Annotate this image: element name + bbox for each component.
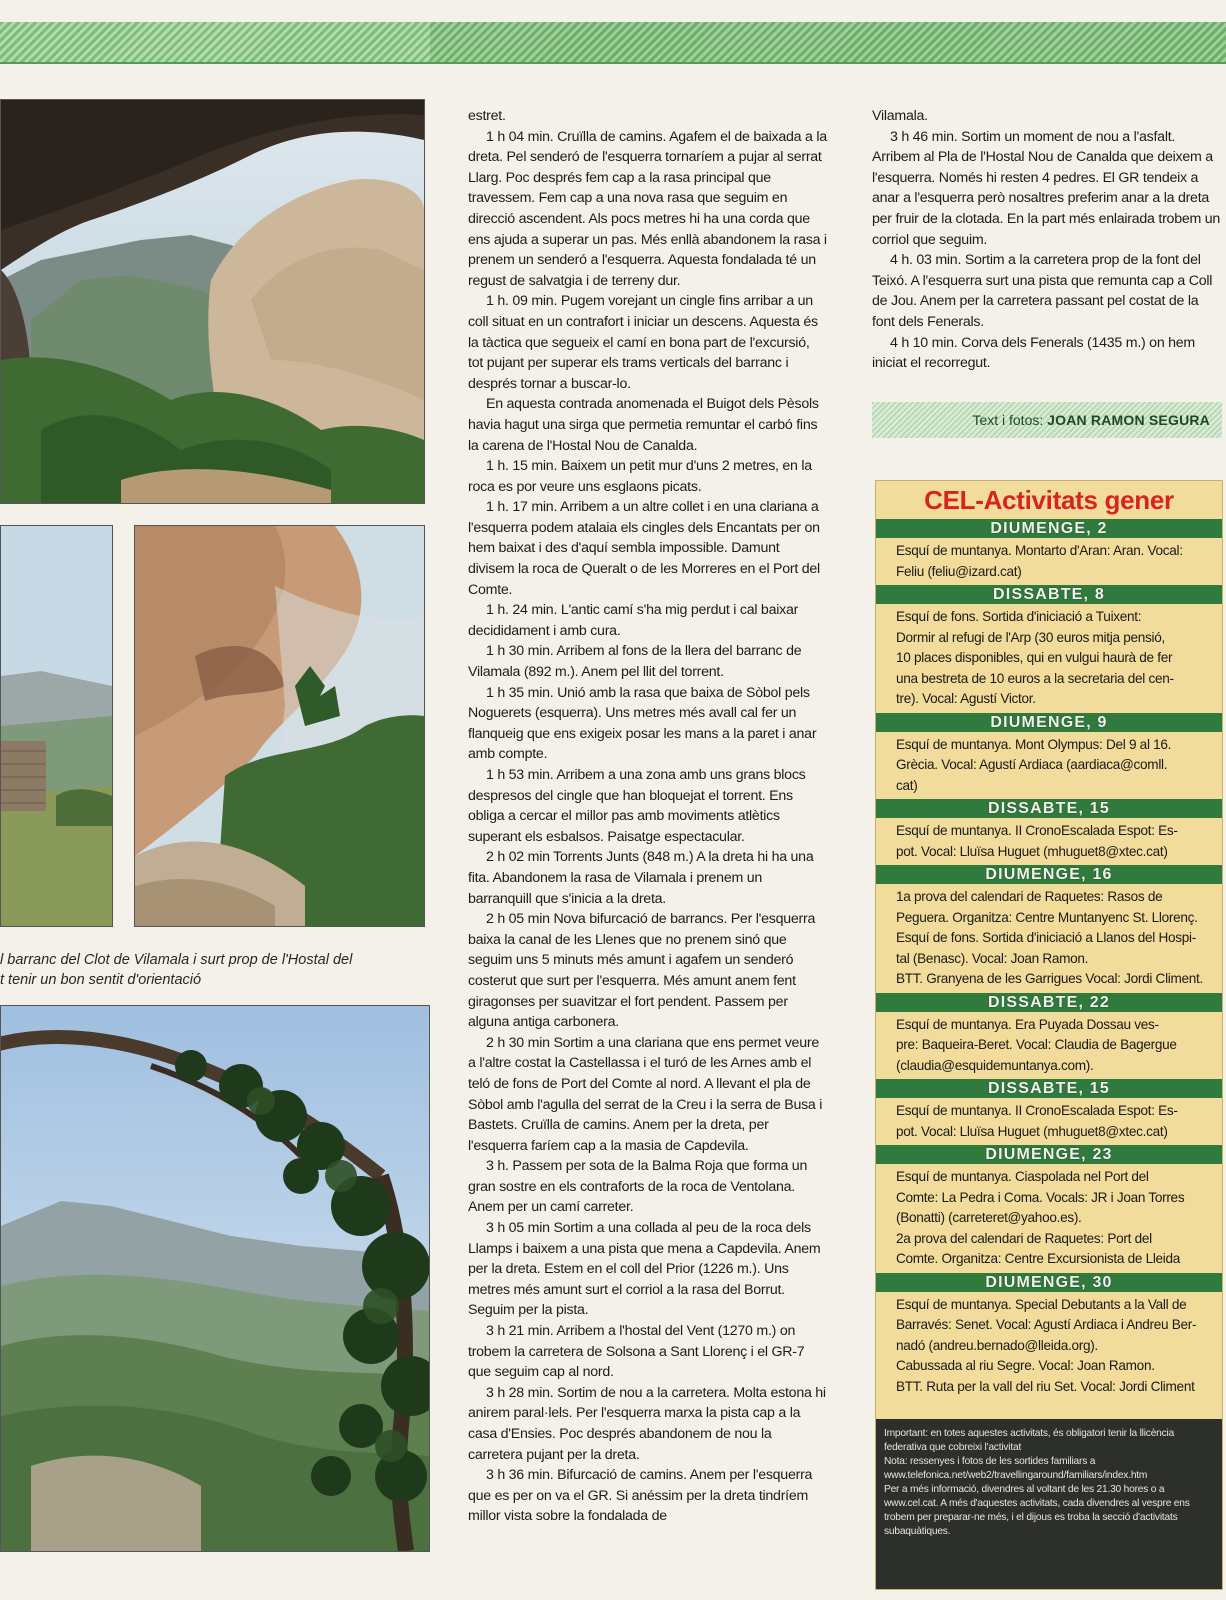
day-header: DIUMENGE, 23 — [876, 1145, 1222, 1164]
entry-line: BTT. Granyena de les Garrigues Vocal: Jordi Climent. — [896, 971, 1204, 986]
day-header: DISSABTE, 15 — [876, 1079, 1222, 1098]
entry-line: Esquí de muntanya. II CronoEscalada Espot: Es- — [896, 1103, 1178, 1118]
entry-line: Esquí de muntanya. II CronoEscalada Espot: Es- — [896, 823, 1178, 838]
entry-line: Esquí de muntanya. Era Puyada Dossau ves- — [896, 1016, 1159, 1032]
photo-cave-overhang — [0, 99, 425, 504]
credit-prefix: Text i fotos: — [972, 412, 1044, 428]
photo-caption — [0, 950, 430, 990]
article-paragraph: 1 h 04 min. Cruïlla de camins. Agafem el de baixada a la dreta. Pel senderó de l'esquerra tornaríem a pujar al serrat Llarg. Poc després fem cap a la rasa principal que travessem. Fem cap a una nova rasa que seguim en direcció ascendent. Als pocs metres hi ha una corda que ens ajuda a superar un pas. Més enllà abandonem la rasa i prenem un senderó a l'esquerra. Aquesta fondalada té un regust de salvatgia i de terreny dur. — [468, 128, 827, 289]
entry-line: 2a prova del calendari de Raquetes: Port del — [896, 1230, 1152, 1246]
article-paragraph: 3 h 05 min Sortim a una collada al peu de la roca dels Llamps i baixem a una pista que mena a Capdevila. Anem per la dreta. Estem en el coll del Prior (1226 m.). Uns metres més amunt surt el corriol a la rasa del Borrut. Seguim per la pista. — [468, 1220, 821, 1319]
article-paragraph: 1 h. 15 min. Baixem un petit mur d'uns 2 metres, en la roca es por veure uns esglaons picats. — [468, 458, 812, 495]
day-entry — [876, 1164, 1222, 1273]
photo-stone-hut — [0, 525, 113, 927]
article-body — [468, 106, 828, 1527]
article-continuation — [872, 106, 1222, 374]
article-paragraph: 1 h 35 min. Unió amb la rasa que baixa de Sòbol pels Noguerets (esquerra). Uns metres més avall cal fer un flanqueig que ens exigeix posar les mans a la paret i anar amb compte. — [468, 684, 817, 763]
day-entry — [876, 1098, 1222, 1145]
article-paragraph: 3 h 28 min. Sortim de nou a la carretera. Molta estona hi anirem paral·lels. Per l'esquerra marxa la pista cap a la casa d'Ensies. Poc després abandonem de nou la carretera pujant per la dreta. — [468, 1384, 826, 1463]
entry-line: una bestreta de 10 euros a la secretaria del cen- — [896, 670, 1174, 686]
entry-line: Feliu (feliu@izard.cat) — [896, 563, 1022, 579]
article-paragraph: 3 h 36 min. Bifurcació de camins. Anem per l'esquerra que es per on va el GR. Si anéssim per la dreta tindríem millor vista sobre la fondalada de — [468, 1467, 813, 1525]
day-entry — [876, 884, 1222, 993]
day-entry — [876, 1292, 1222, 1401]
entry-line: Esquí de muntanya. Mont Olympus: Del 9 al 16. — [896, 736, 1172, 752]
author-credit — [872, 402, 1222, 438]
article-paragraph: estret. — [468, 108, 506, 124]
article-paragraph: 1 h. 24 min. L'antic camí s'ha mig perdut i cal baixar decididament i amb cura. — [468, 602, 799, 639]
day-header: DIUMENGE, 9 — [876, 713, 1222, 732]
note-link: Nota: ressenyes i fotos de les sortides familiars a www.telefonica.net/web2/travellingaround/familiars/index.htm — [884, 1456, 1148, 1481]
article-paragraph: 4 h 10 min. Corva dels Fenerals (1435 m.) on hem iniciat el recorregut. — [872, 334, 1196, 372]
article-paragraph: 3 h 46 min. Sortim un moment de nou a l'asfalt. Arribem al Pla de l'Hostal Nou de Canalda que deixem a l'esquerra. Només hi resten 4 pedres. El GR tendeix a anar a l'esquerra però nosaltres preferim anar a la dreta per fruir de la clotada. En la part més enlairada trobem un corriol que seguim. — [872, 128, 1221, 248]
entry-line: Esquí de fons. Sortida d'iniciació a Llanos del Hospi- — [896, 930, 1196, 945]
article-paragraph: 3 h 21 min. Arribem a l'hostal del Vent (1270 m.) on trobem la carretera de Solsona a Sant Llorenç i el GR-7 que seguim cap al nord. — [468, 1323, 805, 1381]
article-paragraph: 2 h 30 min Sortim a una clariana que ens permet veure a l'altre costat la Castellassa i el turó de les Arnes amb el teló de fons de Port del Comte al nord. A llevant el pla de Sòbol amb l'agulla del serrat de la Creu i la serra de Busa i Bastets. Cruïlla de camins. Anem per la dreta, per l'esquerra faríem cap a la masia de Capdevila. — [468, 1034, 823, 1154]
entry-line: Dormir al refugi de l'Arp (30 euros mitja pensió, — [896, 629, 1165, 645]
note-info: Per a més informació, divendres al voltant de les 21.30 hores o a www.cel.cat. A més d'aquestes activitats, cada divendres al vespre ens trobem per preparar-ne més, i el dijous es troba la secció d'activitats subaquàtiques. — [884, 1484, 1190, 1537]
photo-pine-landscape — [0, 1005, 430, 1552]
activities-notes — [876, 1419, 1222, 1589]
entry-line: pot. Vocal: Lluïsa Huguet (mhuguet8@xtec.cat) — [896, 843, 1168, 859]
entry-line: tre). Vocal: Agustí Victor. — [896, 691, 1036, 706]
entry-line: Esquí de muntanya. Montarto d'Aran: Aran. Vocal: — [896, 543, 1183, 558]
day-header: DISSABTE, 22 — [876, 993, 1222, 1012]
note-important: Important: en totes aquestes activitats, és obligatori tenir la llicència federativa que cobreixi l'activitat — [884, 1428, 1175, 1453]
entry-line: Esquí de fons. Sortida d'iniciació a Tuixent: — [896, 609, 1142, 624]
entry-line: BTT. Ruta per la vall del riu Set. Vocal: Jordi Climent — [896, 1378, 1195, 1394]
article-paragraph: 3 h. Passem per sota de la Balma Roja que forma un gran sostre en els contraforts de la roca de Ventolana. Anem per un camí carreter. — [468, 1158, 808, 1216]
caption-line-2: t tenir un bon sentit d'orientació — [0, 972, 202, 988]
day-entry — [876, 818, 1222, 865]
article-paragraph: 2 h 05 min Nova bifurcació de barrancs. Per l'esquerra baixa la canal de les Llenes que no prenem sinó que seguim uns 5 minuts més amunt i agafem un senderó costerut que surt per l'esquerra. Més amunt anem fent giragonses per suavitzar el fort pendent. Passem per alguna antiga carbonera. — [468, 911, 816, 1031]
entry-line: 10 places disponibles, qui en vulgui haurà de fer — [896, 650, 1173, 665]
photo-rock-overhang — [134, 525, 425, 927]
entry-line: Cabussada al riu Segre. Vocal: Joan Ramon. — [896, 1358, 1155, 1373]
entry-line: (claudia@esquidemuntanya.com). — [896, 1057, 1094, 1073]
article-paragraph: En aquesta contrada anomenada el Buigot dels Pèsols havia hagut una sirga que permetia remuntar el carbó fins la carena de l'Hostal Nou de Canalda. — [468, 396, 819, 454]
caption-line-1: l barranc del Clot de Vilamala i surt prop de l'Hostal del — [0, 952, 353, 968]
article-paragraph: 1 h. 09 min. Pugem vorejant un cingle fins arribar a un coll situat en un contrafort i iniciar un descens. Aquesta és la tàctica que segueix el camí en bona part de l'excursió, tot pujant per superar els trams verticals del barranc i després tornar a buscar-lo. — [468, 293, 818, 392]
activities-box — [875, 480, 1223, 1590]
entry-line: tal (Benasc). Vocal: Joan Ramon. — [896, 950, 1089, 966]
activities-list — [876, 519, 1222, 1400]
day-header: DIUMENGE, 16 — [876, 865, 1222, 884]
header-stripe — [0, 22, 1226, 64]
credit-name: JOAN RAMON SEGURA — [1047, 412, 1210, 428]
entry-line: cat) — [896, 777, 918, 793]
day-header: DISSABTE, 8 — [876, 585, 1222, 604]
article-paragraph: 1 h 53 min. Arribem a una zona amb uns grans blocs despresos del cingle que han bloquejat el torrent. Ens obliga a cercar el millor pas amb moviments atlètics superant els esbalsos. Paisatge espectacular. — [468, 767, 806, 845]
entry-line: Peguera. Organitza: Centre Muntanyenc St. Llorenç. — [896, 909, 1198, 925]
article-paragraph: 4 h. 03 min. Sortim a la carretera prop de la font del Teixó. A l'esquerra surt una pista que remunta cap a Coll de Jou. Anem per la carretera passant pel costat de la font dels Fenerals. — [872, 252, 1213, 330]
entry-line: Comte. Organitza: Centre Excursionista de Lleida — [896, 1251, 1181, 1266]
entry-line: Esquí de muntanya. Ciaspolada nel Port del — [896, 1169, 1149, 1184]
entry-line: Esquí de muntanya. Special Debutants a la Vall de — [896, 1296, 1187, 1312]
entry-line: nadó (andreu.bernado@lleida.org). — [896, 1337, 1098, 1353]
day-entry — [876, 604, 1222, 713]
activities-title: CEL-Activitats gener — [924, 485, 1174, 515]
entry-line: pre: Baqueira-Beret. Vocal: Claudia de Bagergue — [896, 1037, 1177, 1052]
entry-line: (Bonatti) (carreteret@yahoo.es). — [896, 1210, 1082, 1225]
day-entry — [876, 538, 1222, 585]
article-paragraph: Vilamala. — [872, 108, 928, 124]
entry-line: Barravés: Senet. Vocal: Agustí Ardiaca i Andreu Ber- — [896, 1317, 1197, 1332]
entry-line: Comte: La Pedra i Coma. Vocals: JR i Joan Torres — [896, 1189, 1185, 1205]
article-paragraph: 1 h 30 min. Arribem al fons de la llera del barranc de Vilamala (892 m.). Anem pel llit del torrent. — [468, 643, 802, 681]
entry-line: 1a prova del calendari de Raquetes: Rasos de — [896, 889, 1163, 904]
day-entry — [876, 732, 1222, 800]
day-header: DIUMENGE, 2 — [876, 519, 1222, 538]
day-entry — [876, 1012, 1222, 1080]
article-paragraph: 1 h. 17 min. Arribem a un altre collet i en una clariana a l'esquerra podem atalaia els cingles dels Encantats per on hem baixat i des d'aquí sembla impossible. Damunt divisem la roca de Queralt o de les Morreres en el Port del Comte. — [468, 499, 820, 598]
day-header: DIUMENGE, 30 — [876, 1273, 1222, 1292]
article-paragraph: 2 h 02 min Torrents Junts (848 m.) A la dreta hi ha una fita. Abandonem la rasa de Vilamala i prenem un barranquill que s'inicia a la dreta. — [468, 849, 814, 907]
day-header: DISSABTE, 15 — [876, 799, 1222, 818]
entry-line: Grècia. Vocal: Agustí Ardiaca (aardiaca@comll. — [896, 757, 1168, 772]
entry-line: pot. Vocal: Lluïsa Huguet (mhuguet8@xtec.cat) — [896, 1123, 1168, 1139]
